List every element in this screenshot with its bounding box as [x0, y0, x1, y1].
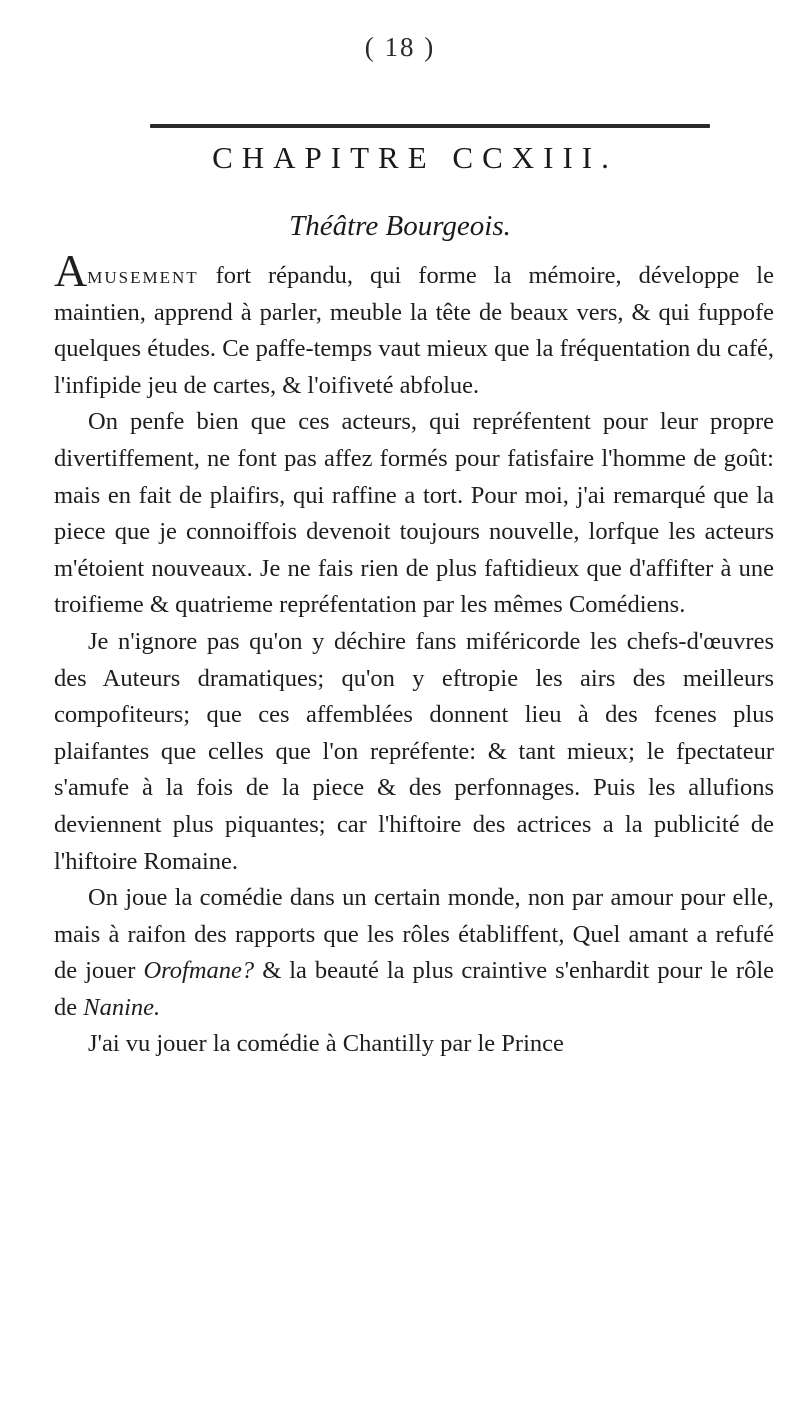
body-text	[54, 245, 775, 1063]
italic-name-nanine: Nanine.	[83, 993, 161, 1021]
paragraph-4	[54, 880, 774, 1026]
page-number: ( 18 )	[364, 32, 436, 62]
italic-name-orosmane: Orofmane?	[143, 957, 255, 985]
paragraph-1-text: fort répandu, qui forme la mémoire, développe le maintien, apprend à parler, meuble la tête de beaux vers, & qui fuppofe quelques études. Ce paffe-temps vaut mieux que la fréquentation du café, l'infipide jeu de cartes, & l'oifiveté abfolue.	[54, 262, 774, 399]
paragraph-3: Je n'ignore pas qu'on y déchire fans miféricorde les chefs-d'œuvres des Auteurs dramatiques; qu'on y eftropie les airs des meilleurs compofiteurs; que ces affemblées donnent lieu à des fcenes plus plaifantes que celles que l'on repréfente: & tant mieux; le fpectateur s'amufe à la fois de la piece & des perfonnages. Puis les allufions deviennent plus piquantes; car l'hiftoire des actrices a la publicité de l'hiftoire Romaine.	[54, 627, 774, 875]
paragraph-5: J'ai vu jouer la comédie à Chantilly par le Prince	[88, 1030, 564, 1058]
paragraph-4-text-middle: & la beauté la plus craintive s'enhardit pour le rôle de	[54, 957, 775, 1021]
paragraph-2: On penfe bien que ces acteurs, qui repréfentent pour leur propre divertiffement, ne font pas affez formés pour fatisfaire l'homme de goût: mais en fait de plaifirs, qui raffine a tort. Pour moi, j'ai remarqué que la piece que je connoiffois devenoit toujours nouvelle, lorfque les acteurs m'étoient nouveaux. Je ne fais rien de plus faftidieux que d'affifter à une troifieme & quatrieme repréfentation par les mêmes Comédiens.	[54, 408, 774, 619]
chapter-title: CHAPITRE CCXIII.	[212, 140, 618, 175]
small-caps-lead: musement	[87, 262, 199, 289]
header-rule	[150, 124, 710, 128]
paragraph-1	[54, 245, 774, 404]
paragraph-4-text-before: On joue la comédie dans un certain monde, non par amour pour elle, mais à raifon des rapports que les rôles établiffent, Quel amant a refufé de jouer	[54, 884, 774, 985]
section-title: Théâtre Bourgeois.	[289, 210, 511, 242]
drop-cap: A	[54, 245, 88, 296]
